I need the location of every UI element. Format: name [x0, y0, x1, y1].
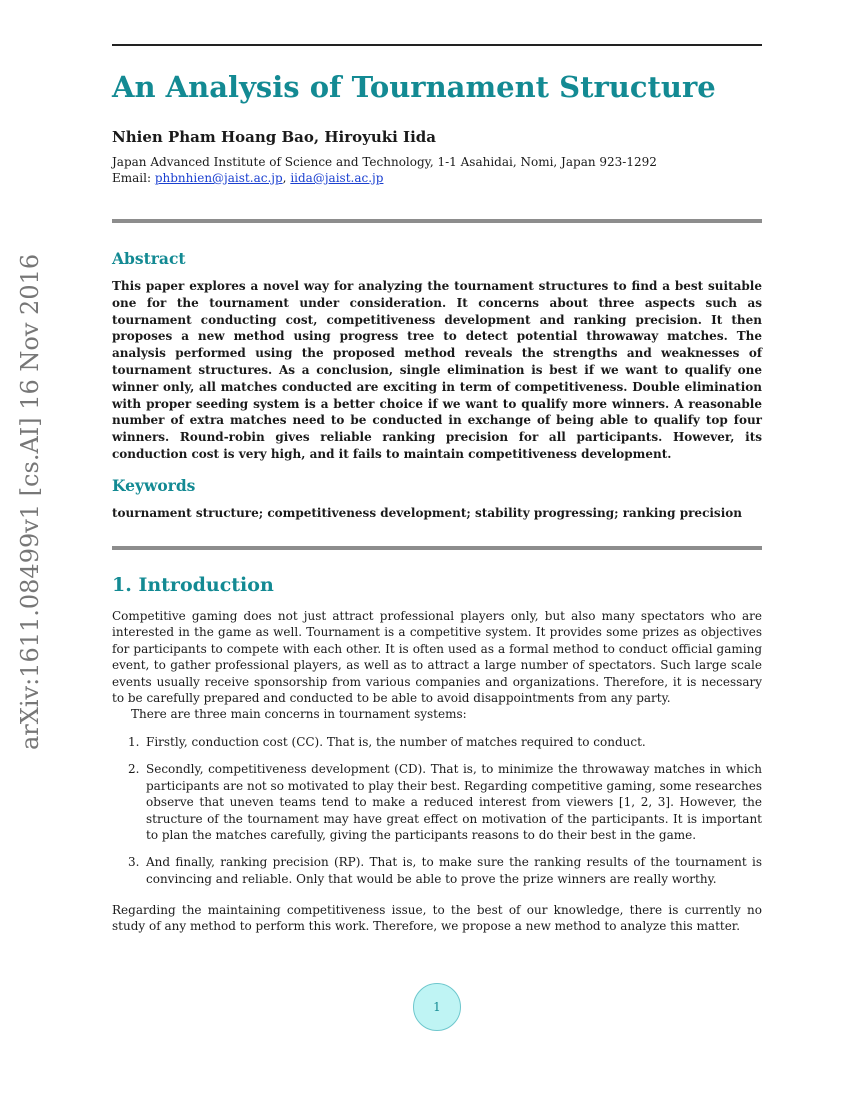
list-item — [112, 761, 762, 843]
abstract-text: This paper explores a novel way for analyzing the tournament structures to find a best suitable one for the tournament under consideration. It concerns about three aspects such as tournament conducting cost, competitiveness development and ranking precision. It then proposes a new method using progress tree to detect potential throwaway matches. The analysis performed using the proposed method reveals the strengths and weaknesses of tournament structures. As a conclusion, single elimination is best if we want to qualify one winner only, all matches conducted are exciting in term of competitiveness. Double elimination with proper seeding system is a better choice if we want to qualify more winners. A reasonable number of extra matches need to be conducted in exchange of being able to qualify top four winners. Round-robin gives reliable ranking precision for all participants. However, its conduction cost is very high, and it fails to maintain competitiveness development. — [112, 279, 762, 461]
list-item-text: And finally, ranking precision (RP). That is, to make sure the ranking results of the tournament is convincing and reliable. Only that would be able to prove the prize winners are really worthy. — [146, 855, 762, 886]
email-separator: , — [282, 171, 287, 185]
intro-paragraph: Regarding the maintaining competitiveness issue, to the best of our knowledge, there is currently no study of any method to perform this work. Therefore, we propose a new method to analyze this matter. — [112, 903, 762, 934]
abstract-heading: Abstract — [112, 249, 186, 268]
list-number: 3. — [128, 855, 140, 870]
paper-title: An Analysis of Tournament Structure — [112, 70, 716, 104]
affiliation: Japan Advanced Institute of Science and Technology, 1-1 Asahidai, Nomi, Japan 923-1292 — [112, 155, 657, 169]
list-number: 1. — [128, 735, 140, 749]
authors: Nhien Pham Hoang Bao, Hiroyuki Iida — [112, 128, 436, 146]
list-item-text: Secondly, competitiveness development (CD). That is, to minimize the throwaway matches in which participants are not so motivated to play their best. Regarding competitive gaming, some researches observe that uneven teams tend to make a reduced interest from viewers [1, 2, 3]. However, the structure of the tournament may have great effect on motivation of the participants. It is important to plan the matches carefully, giving the participants reasons to do their best in the game. — [146, 762, 762, 843]
email-link-1[interactable]: phbnhien@jaist.ac.jp — [154, 171, 283, 185]
concerns-list — [112, 734, 762, 898]
intro-paragraph: There are three main concerns in tournament systems: — [131, 707, 467, 721]
email-label: Email: — [112, 171, 152, 185]
keywords-text: tournament structure; competitiveness development; stability progressing; ranking precision — [112, 506, 742, 520]
email-link-2[interactable]: iida@jaist.ac.jp — [290, 171, 384, 185]
section-rule — [112, 219, 762, 223]
list-number: 2. — [128, 762, 140, 777]
email-line — [112, 170, 657, 186]
page-number: 1 — [413, 983, 461, 1031]
list-item-text: Firstly, conduction cost (CC). That is, the number of matches required to conduct. — [146, 735, 646, 749]
affiliation-block — [112, 154, 657, 186]
introduction-heading: 1. Introduction — [112, 574, 274, 596]
keywords-heading: Keywords — [112, 476, 196, 495]
list-item — [112, 854, 762, 887]
arxiv-stamp: arXiv:1611.08499v1 [cs.AI] 16 Nov 2016 — [16, 253, 44, 750]
list-item — [112, 734, 762, 750]
section-rule — [112, 546, 762, 550]
top-rule — [112, 44, 762, 46]
intro-paragraph: Competitive gaming does not just attract professional players only, but also many spectators who are interested in the game as well. Tournament is a competitive system. It provides some prizes as objectives for participants to compete with each other. It is often used as a formal method to conduct official gaming event, to gather professional players, as well as to attract a large number of spectators. Such large scale events usually receive sponsorship from various companies and organizations. Therefore, it is necessary to be carefully prepared and conducted to be able to avoid disappointments from any party. — [112, 609, 762, 706]
